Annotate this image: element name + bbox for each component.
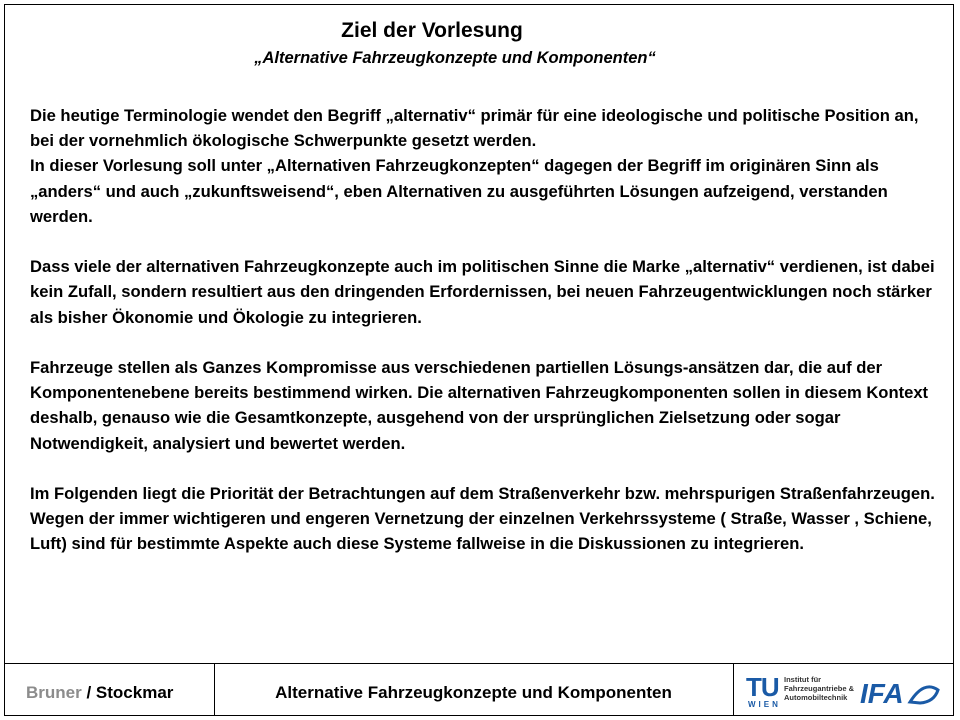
institute-name: Institut für Fahrzeugantriebe & Automobiltechnik [784, 675, 855, 702]
slide-title: Ziel der Vorlesung [341, 19, 523, 42]
paragraph-1-text [30, 106, 919, 226]
paragraph-1 [30, 103, 935, 229]
footer-separator-right [733, 663, 734, 716]
paragraph-1b: In dieser Vorlesung soll unter „Alternativen Fahrzeugkonzepten“ dagegen der Begriff im originären Sinn als „anders“ und auch „zukunftsweisend“, eben Alternativen zu ausgeführten Lösungen aufzeigend, verstanden werden. [30, 156, 888, 226]
paragraph-1a: Die heutige Terminologie wendet den Begriff „alternativ“ primär für eine ideologische und politische Position an, bei der vornehmlich ökologische Schwerpunkte gesetzt werden. [30, 106, 919, 151]
author-bruner: Bruner [26, 683, 82, 702]
author-stockmar: Stockmar [95, 683, 174, 702]
paragraph-3: Fahrzeuge stellen als Ganzes Kompromisse aus verschiedenen partiellen Lösungs-ansätzen dar, die auf der Komponentenebene bereits bestimmend wirken. Die alternativen Fahrzeugkomponenten sollen in diesem Kontext deshalb, genauso wie die Gesamtkonzepte, ausgehend von der ursprünglichen Zielsetzung oder sogar Notwendigkeit, analysiert und bewertet werden. [30, 358, 929, 453]
paragraph-4: Im Folgenden liegt die Priorität der Betrachtungen auf dem Straßenverkehr bzw. mehrspurigen Straßenfahrzeugen. Wegen der immer wichtigeren und engeren Vernetzung der einzelnen Verkehrssysteme ( Straße, Wasser , Schiene, Luft) sind für bestimmte Aspekte auch diese Systeme fallweise in die Diskussionen zu integrieren. [30, 484, 935, 554]
footer-authors [26, 683, 173, 703]
slide-subtitle: „Alternative Fahrzeugkonzepte und Komponenten“ [254, 49, 656, 67]
author-separator: / [81, 683, 96, 702]
footer-logos [746, 674, 946, 712]
tu-logo-text: TU [746, 672, 779, 702]
tu-logo-subtext: WIEN [748, 700, 781, 709]
ifa-logo [858, 676, 942, 710]
ifa-swoosh-icon [910, 687, 938, 703]
footer-divider [4, 663, 954, 664]
footer-course-title: Alternative Fahrzeugkonzepte und Komponenten [275, 683, 672, 702]
ifa-logo-text: IFA [860, 678, 904, 709]
paragraph-2: Dass viele der alternativen Fahrzeugkonzepte auch im politischen Sinne die Marke „alternativ“ verdienen, ist dabei kein Zufall, sondern resultiert aus den dringenden Erfordernissen, bei neuen Fahrzeugentwicklungen noch stärker als bisher Ökonomie und Ökologie zu integrieren. [30, 257, 935, 327]
slide-body [30, 103, 935, 557]
